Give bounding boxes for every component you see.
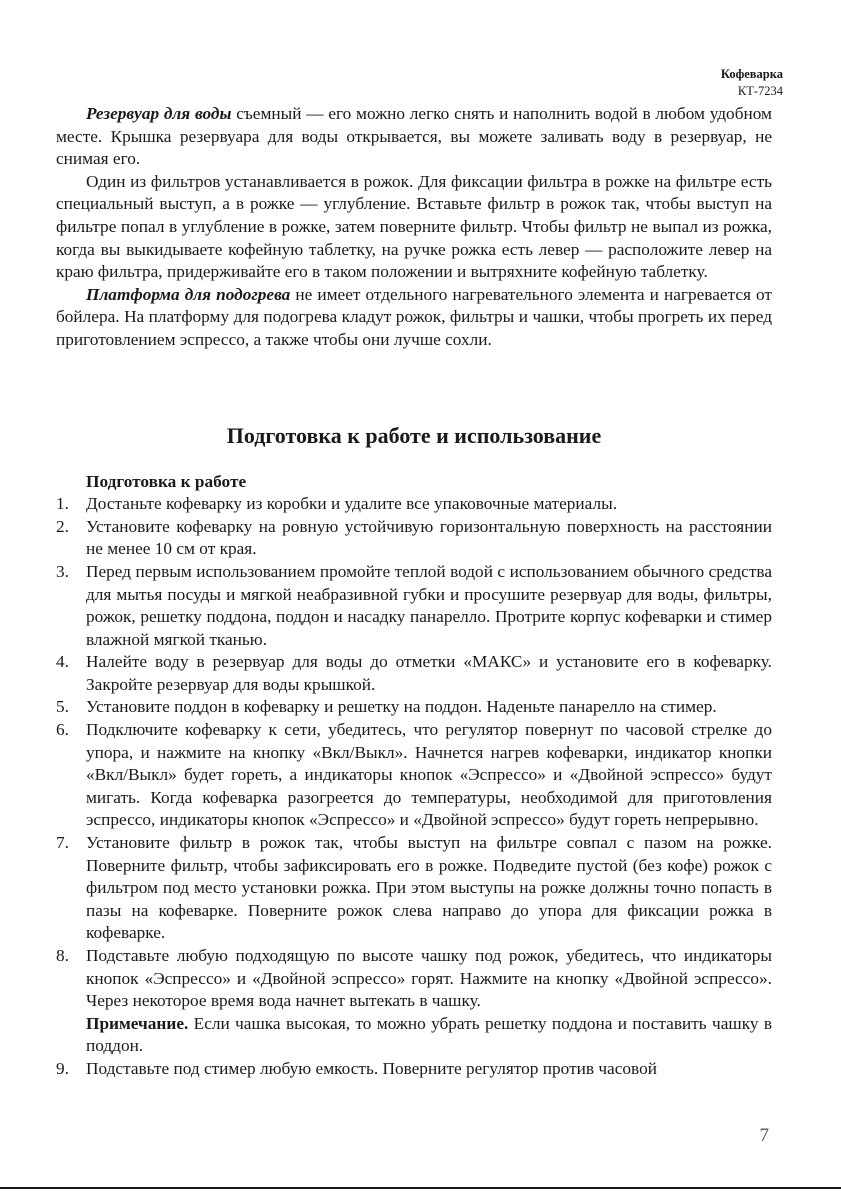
step-text: Установите фильтр в рожок так, чтобы выступ на фильтре совпал с пазом на рожке. Поверните фильтр, чтобы зафиксировать его в рожке. Подведите пустой (без кофе) рожок с фильтром под место установки рожка. При этом выступы на рожке должны точно попасть в пазы на кофеварке. Поверните рожок слева направо до упора для фиксации рожка в кофеварке. (86, 833, 772, 943)
step-text: Установите поддон в кофеварку и решетку на поддон. Наденьте панарелло на стимер. (86, 697, 717, 717)
step-number: 2. (56, 516, 69, 536)
steps-list-continued (56, 1058, 772, 1081)
page-number: 7 (759, 1125, 769, 1146)
header-model: КТ-7234 (737, 84, 783, 98)
step-item (56, 1058, 772, 1081)
paragraph-water-tank-text: съемный — его можно легко снять и наполнить водой в любом удобном месте. Крышка резервуара для воды открывается, вы можете заливать воду в резервуар, не снимая его. (56, 104, 772, 169)
step-item (56, 516, 772, 561)
paragraph-filter: Один из фильтров устанавливается в рожок. Для фиксации фильтра в рожке на фильтре есть специальный выступ, а в рожке — углубление. Вставьте фильтр в рожок так, чтобы выступ на фильтре попал в углубление в рожке, затем поверните фильтр. Чтобы фильтр не выпал из рожка, когда вы выкидываете кофейную таблетку, на ручке рожка есть левер — расположите левер на краю фильтра, придерживайте его в таком положении и вытряхните кофейную таблетку. (56, 171, 772, 282)
page-content (56, 103, 772, 1081)
paragraph-warming-platform-text: не имеет отдельного нагревательного элемента и нагревается от бойлера. На платформу для подогрева кладут рожок, фильтры и чашки, чтобы прогреть их перед приготовлением эспрессо, а также чтобы они лучше сохли. (56, 284, 772, 349)
note-label: Примечание. (86, 1013, 189, 1033)
header-product: Кофеварка (720, 67, 783, 81)
note-text: Если чашка высокая, то можно убрать решетку поддона и поставить чашку в поддон. (86, 1013, 772, 1056)
step-item (56, 945, 772, 1013)
step-text: Налейте воду в резервуар для воды до отметки «МАКС» и установите его в кофеварку. Закройте резервуар для воды крышкой. (86, 652, 772, 694)
term-water-tank: Резервуар для воды (86, 104, 232, 123)
step-number: 3. (56, 561, 69, 581)
step-item (56, 719, 772, 832)
step-item (56, 651, 772, 696)
step-item (56, 493, 772, 516)
step-text: Установите кофеварку на ровную устойчивую горизонтальную поверхность на расстоянии не менее 10 см от края. (86, 516, 772, 559)
section-title: Подготовка к работе и использование (226, 422, 602, 448)
step-number: 9. (56, 1058, 69, 1078)
step-number: 4. (56, 652, 69, 672)
step-item (56, 696, 772, 719)
step-text: Достаньте кофеварку из коробки и удалите все упаковочные материалы. (86, 494, 618, 514)
step-number: 5. (56, 697, 69, 717)
step-text: Подставьте под стимер любую емкость. Поверните регулятор против часовой (86, 1058, 657, 1078)
step-item (56, 832, 772, 945)
step-item (56, 561, 772, 651)
subsection-title: Подготовка к работе (86, 471, 247, 491)
step-number: 7. (56, 833, 69, 853)
bottom-rule (0, 1187, 841, 1189)
steps-list (56, 493, 772, 1013)
note (86, 1013, 772, 1058)
term-warming-platform: Платформа для подогрева (86, 284, 291, 304)
running-header (721, 66, 783, 100)
step-text: Перед первым использованием промойте теплой водой с использованием обычного средства для мытья посуды и мягкой неабразивной губки и просушите резервуар для воды, фильтры, рожок, решетку поддона, поддон и насадку панарелло. Протрите корпус кофеварки и стимер влажной мягкой тканью. (86, 561, 772, 649)
paragraph-water-tank (56, 103, 772, 171)
step-number: 6. (56, 720, 69, 740)
step-text: Подставьте любую подходящую по высоте чашку под рожок, убедитесь, что индикаторы кнопок «Эспрессо» и «Двойной эспрессо» горят. Нажмите на кнопку «Двойной эспрессо». Через некоторое время вода начнет вытекать в чашку. (86, 946, 772, 1011)
step-number: 1. (56, 494, 69, 514)
step-text: Подключите кофеварку к сети, убедитесь, что регулятор повернут по часовой стрелке до упора, и нажмите на кнопку «Вкл/Выкл». Начнется нагрев кофеварки, индикатор кнопки «Вкл/Выкл» будет гореть, а индикаторы кнопок «Эспрессо» и «Двойной эспрессо» будут мигать. Когда кофеварка разогреется до температуры, необходимой для приготовления эспрессо, индикаторы кнопок «Эспрессо» и «Двойной эспрессо» будут гореть непрерывно. (86, 720, 772, 830)
paragraph-warming-platform (56, 284, 772, 352)
step-number: 8. (56, 946, 69, 965)
